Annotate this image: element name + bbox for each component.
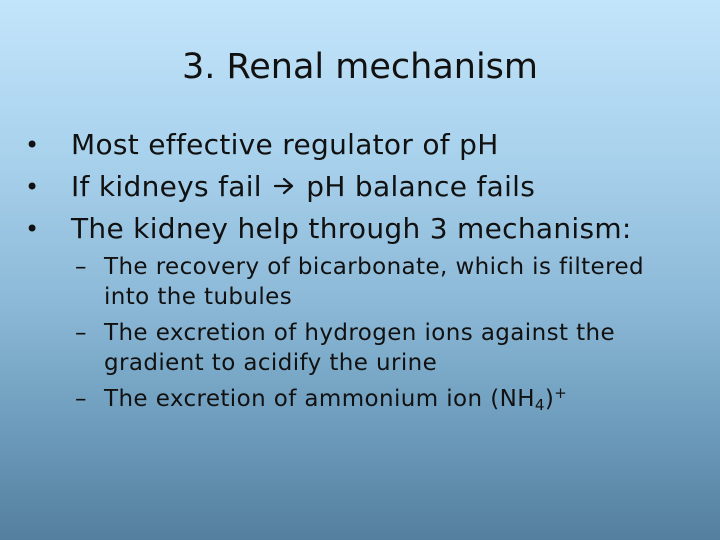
- sub-bullet-item: [75, 252, 695, 312]
- bullet-text-before-arrow: If kidneys fail: [71, 170, 262, 203]
- sub-bullet-item: [75, 384, 695, 414]
- sub-bullet-list: [75, 252, 695, 420]
- bullet-marker: •: [25, 131, 40, 159]
- bullet-text: Most effective regulator of pH: [71, 128, 499, 161]
- sub-bullet-text: The recovery of bicarbonate, which is filtered into the tubules: [104, 254, 644, 310]
- chem-subscript: 4: [534, 396, 545, 414]
- sub-bullet-marker: –: [75, 386, 87, 412]
- bullet-text-after-arrow: pH balance fails: [306, 170, 536, 203]
- right-arrow-icon: [273, 177, 295, 195]
- sub-bullet-text-close: ): [544, 386, 555, 412]
- bullet-item: [22, 124, 712, 166]
- bullet-marker: •: [25, 173, 40, 201]
- bullet-text: The kidney help through 3 mechanism:: [71, 212, 632, 245]
- bullet-marker: •: [25, 215, 40, 243]
- sub-bullet-item: [75, 318, 695, 378]
- sub-bullet-marker: –: [75, 320, 87, 346]
- bullet-item: [22, 166, 712, 208]
- slide-title: 3. Renal mechanism: [181, 47, 538, 87]
- sub-bullet-marker: –: [75, 254, 87, 280]
- sub-bullet-text: The excretion of hydrogen ions against the gradient to acidify the urine: [104, 320, 616, 376]
- sub-bullet-text: The excretion of ammonium ion (NH: [104, 386, 535, 412]
- bullet-list: [22, 124, 712, 250]
- bullet-item: [22, 208, 712, 250]
- chem-superscript: +: [554, 384, 568, 402]
